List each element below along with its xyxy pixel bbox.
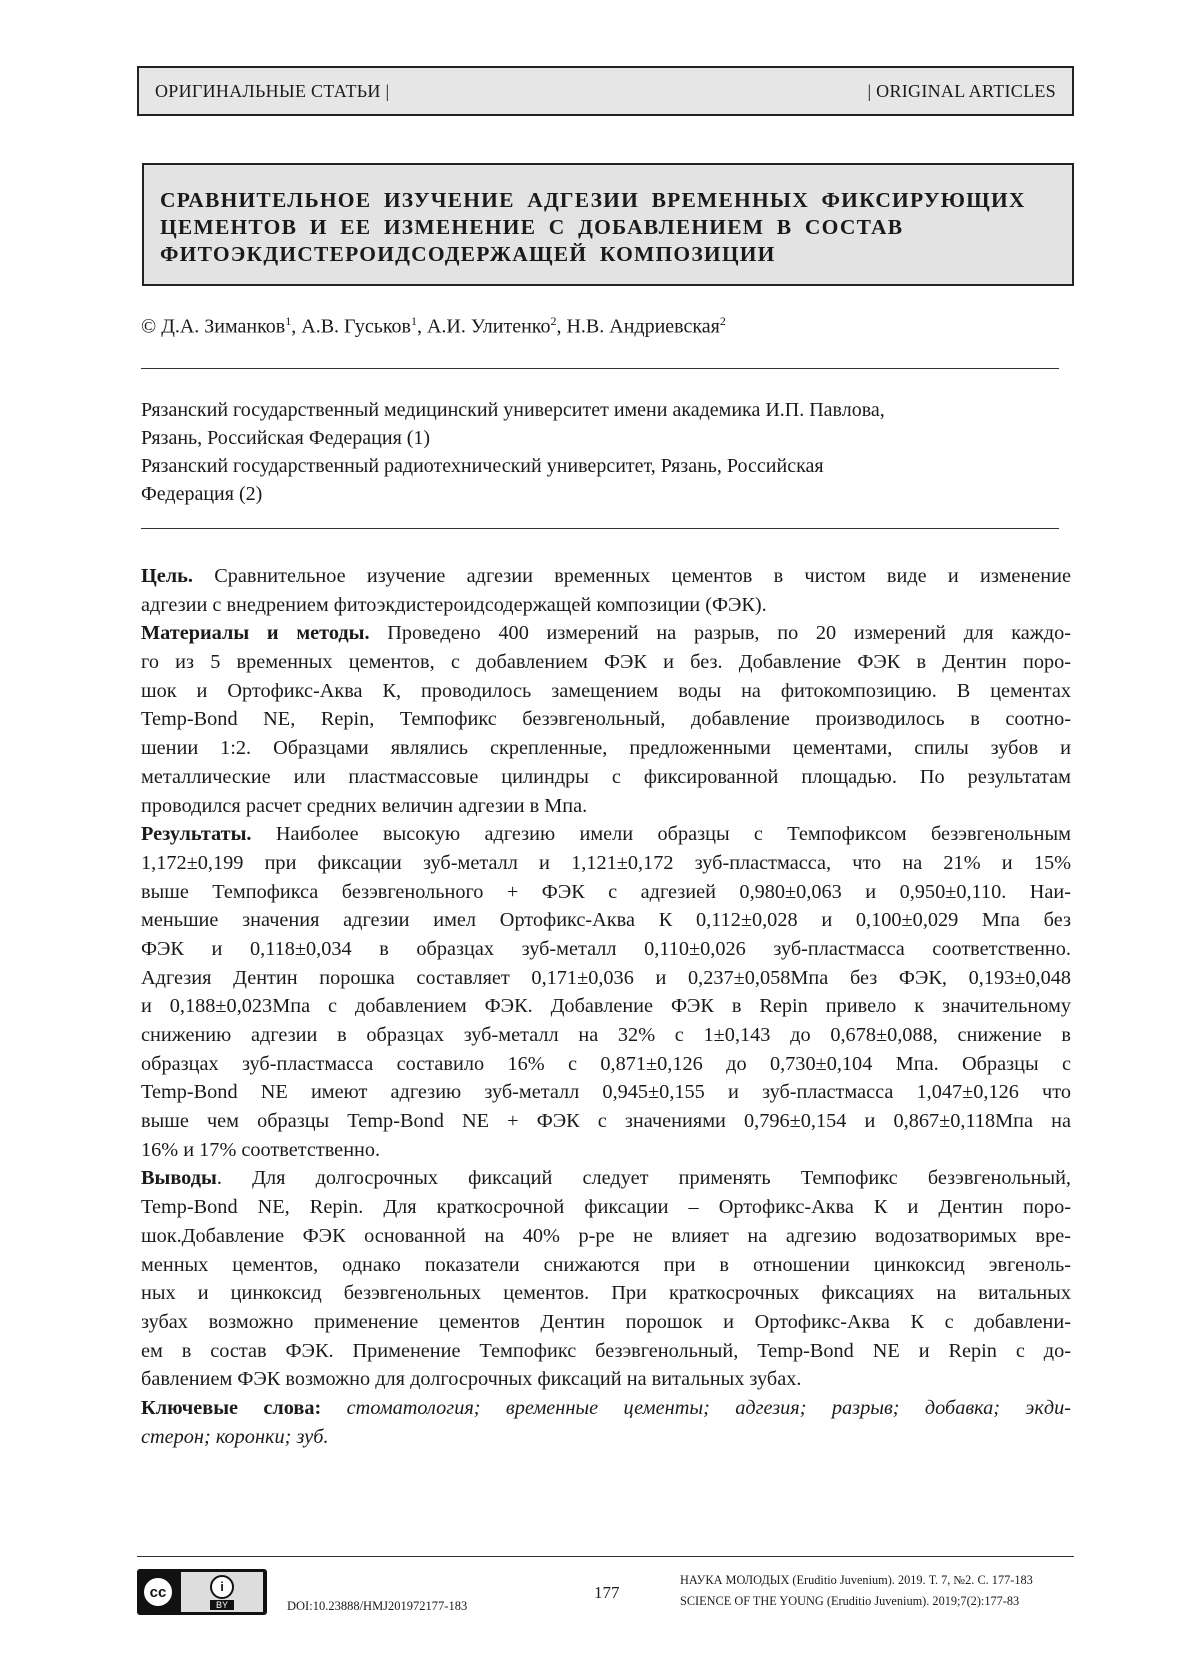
abstract-line: снижению адгезии в образцах зуб-металл на 32% с 1±0,143 до 0,678±0,088, снижение в <box>141 1024 1071 1046</box>
abstract-line: Temp-Bond NE, Repin, Темпофикс безэвгенольный, добавление производилось в соотно- <box>141 708 1071 731</box>
abstract-line: выше чем образцы Temp-Bond NE + ФЭК с значениями 0,796±0,154 и 0,867±0,118Мпа на <box>141 1110 1071 1133</box>
abstract-line <box>141 1423 1071 1452</box>
abstract-line: ФЭК и 0,118±0,034 в образцах зуб-металл 0,110±0,026 зуб-пластмасса соответственно. <box>141 937 1071 960</box>
abstract-line: шок.Добавление ФЭК основанной на 40% р-ре не влияет на адгезию водозатворимых вре- <box>141 1224 1071 1247</box>
author-2-affiliation: 1 <box>410 314 417 328</box>
footer-divider <box>137 1556 1074 1557</box>
abstract-line: шении 1:2. Образцами являлись скрепленные, предложенными цементами, спилы зубов и <box>141 737 1071 760</box>
page-number: 177 <box>594 1583 620 1602</box>
goal-text: Сравнительное изучение адгезии временных цементов в чистом виде и изменение <box>192 565 1071 587</box>
abstract-line: зубах возможно применение цементов Дентин порошок и Ортофикс-Аква К с добавлени- <box>141 1310 1071 1333</box>
abstract-line <box>141 619 1071 648</box>
journal-citation-en: SCIENCE OF THE YOUNG (Eruditio Juvenium). 2019;7(2):177-83 <box>680 1594 1020 1608</box>
results-label: Результаты. <box>141 823 252 846</box>
abstract <box>141 562 1071 1451</box>
methods-text: Проведено 400 измерений на разрыв, по 20 измерений для каждо- <box>369 622 1071 645</box>
keywords-text: стерон; коронки; зуб. <box>141 1425 329 1448</box>
keywords-label: Ключевые слова: <box>141 1396 322 1419</box>
results-text: Наиболее высокую адгезию имели образцы с Темпофиксом безэвгенольным <box>251 823 1071 846</box>
abstract-line <box>141 562 1071 591</box>
affiliation-line: Федерация (2) <box>141 483 263 505</box>
author-4-affiliation: 2 <box>719 314 726 328</box>
attribution-person-icon: i <box>210 1575 234 1599</box>
author-4: , Н.В. Андриевская <box>556 315 720 338</box>
by-attribution <box>181 1572 263 1612</box>
affiliation-line: Рязанский государственный радиотехнический университет, Рязань, Российская <box>141 455 824 477</box>
abstract-line: бавлением ФЭК возможно для долгосрочных фиксаций на витальных зубах. <box>141 1368 802 1391</box>
conclusions-label: Выводы <box>141 1167 217 1190</box>
article-title <box>142 163 1074 286</box>
abstract-line: го из 5 временных цементов, с добавлением ФЭК и без. Добавление ФЭК в Дентин поро- <box>141 651 1071 674</box>
abstract-line <box>141 820 1071 849</box>
abstract-line: выше Темпофикса безэвгенольного + ФЭК с адгезией 0,980±0,063 и 0,950±0,110. Наи- <box>141 880 1071 903</box>
author-list <box>141 314 726 339</box>
author-1: © Д.А. Зиманков <box>141 315 286 338</box>
abstract-line: Адгезия Дентин порошка составляет 0,171±0,036 и 0,237±0,058Мпа без ФЭК, 0,193±0,048 <box>141 966 1071 989</box>
affiliation-line: Рязанский государственный медицинский университет имени академика И.П. Павлова, <box>141 399 885 421</box>
cc-icon: cc <box>141 1575 175 1609</box>
title-line: СРАВНИТЕЛЬНОЕ ИЗУЧЕНИЕ АДГЕЗИИ ВРЕМЕННЫХ ФИКСИРУЮЩИХ <box>160 188 1026 212</box>
author-2: , А.В. Гуськов <box>291 315 411 338</box>
abstract-line <box>141 1394 1071 1423</box>
abstract-line <box>141 1164 1071 1193</box>
journal-section-header <box>137 66 1074 116</box>
divider-line <box>141 528 1059 529</box>
abstract-line: 1,172±0,199 при фиксации зуб-металл и 1,121±0,172 зуб-пластмасса, что на 21% и 15% <box>141 851 1071 874</box>
divider-line <box>141 368 1059 369</box>
abstract-line: Temp-Bond NE имеют адгезию зуб-металл 0,945±0,155 и зуб-пластмасса 1,047±0,126 что <box>141 1081 1071 1104</box>
author-3-affiliation: 2 <box>550 314 557 328</box>
section-label-ru: ОРИГИНАЛЬНЫЕ СТАТЬИ | <box>155 80 390 101</box>
affiliation-line: Рязань, Российская Федерация (1) <box>141 427 431 449</box>
abstract-line: металлические или пластмассовые цилиндры с фиксированной площадью. По результатам <box>141 765 1071 788</box>
conclusions-text: . Для долгосрочных фиксаций следует применять Темпофикс безэвгенольный, <box>216 1167 1071 1190</box>
abstract-line: образцах зуб-пластмасса составило 16% с 0,871±0,126 до 0,730±0,104 Мпа. Образцы с <box>141 1052 1071 1075</box>
abstract-line: и 0,188±0,023Мпа с добавлением ФЭК. Добавление ФЭК в Repin привело к значительному <box>141 995 1071 1018</box>
cc-by-license-badge[interactable] <box>137 1569 267 1615</box>
title-line: ЦЕМЕНТОВ И ЕЕ ИЗМЕНЕНИЕ С ДОБАВЛЕНИЕМ В СОСТАВ <box>160 215 904 239</box>
abstract-line: шок и Ортофикс-Аква К, проводилось замещением воды на фитокомпозицию. В цементах <box>141 679 1071 702</box>
abstract-line: ных и цинкоксид безэвгенольных цементов. При краткосрочных фиксациях на витальных <box>141 1282 1071 1305</box>
methods-label: Материалы и методы. <box>141 622 370 645</box>
section-label-en: | ORIGINAL ARTICLES <box>867 80 1056 101</box>
abstract-line: менных цементов, однако показатели снижаются при в отношении цинкоксид эвгеноль- <box>141 1253 1071 1276</box>
author-3: , А.И. Улитенко <box>416 315 551 338</box>
abstract-line: Temp-Bond NE, Repin. Для краткосрочной фиксации – Ортофикс-Аква К и Дентин поро- <box>141 1196 1071 1219</box>
abstract-line: адгезии с внедрением фитоэкдистероидсодержащей композиции (ФЭК). <box>141 593 767 616</box>
by-label: BY <box>210 1600 234 1610</box>
doi[interactable]: DOI:10.23888/HMJ201972177-183 <box>287 1599 468 1613</box>
title-line: ФИТОЭКДИСТЕРОИДСОДЕРЖАЩЕЙ КОМПОЗИЦИИ <box>160 242 776 266</box>
affiliations <box>141 396 1071 508</box>
abstract-line: проводился расчет средних величин адгезии в Мпа. <box>141 794 588 817</box>
journal-citation <box>680 1570 1033 1612</box>
abstract-line: ем в состав ФЭК. Применение Темпофикс безэвгенольный, Temp-Bond NE и Repin с до- <box>141 1339 1071 1362</box>
keywords-text: стоматология; временные цементы; адгезия; разрыв; добавка; экди- <box>321 1396 1071 1419</box>
abstract-line: 16% и 17% соответственно. <box>141 1138 381 1161</box>
goal-label: Цель. <box>141 565 193 587</box>
author-1-affiliation: 1 <box>285 314 292 328</box>
abstract-line: меньшие значения адгезии имел Ортофикс-Аква К 0,112±0,028 и 0,100±0,029 Мпа без <box>141 909 1071 932</box>
journal-citation-ru: НАУКА МОЛОДЫХ (Eruditio Juvenium). 2019. Т. 7, №2. С. 177-183 <box>680 1573 1033 1587</box>
